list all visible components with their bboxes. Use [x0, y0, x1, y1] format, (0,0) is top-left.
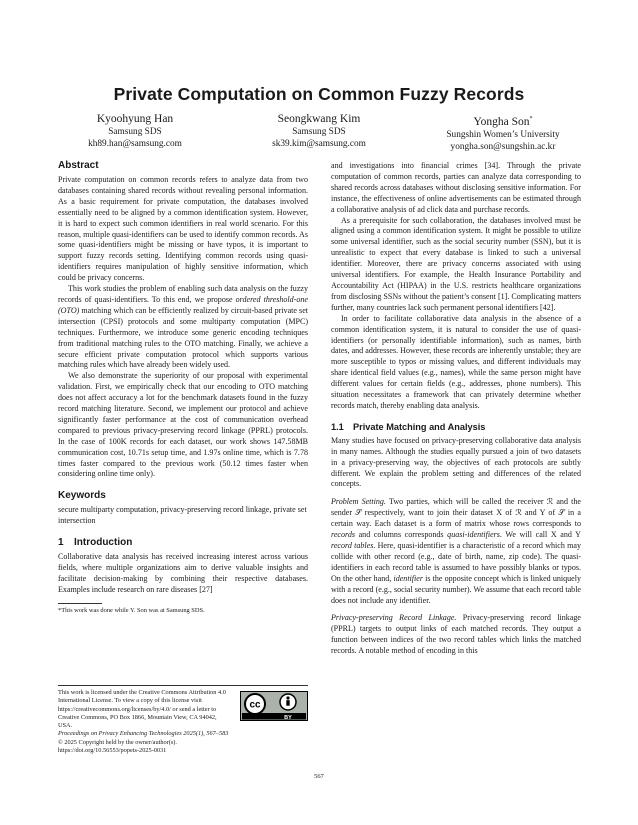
introduction-paragraph-4: In order to facilitate collaborative data analysis in the absence of a common identification system, it is natural to consider the use of quasi-identifiers (or personally identifiable information), such as names, birth dates, and addresses. However, these records are inherently unstable; they are more susceptible to typos or missing values, and different individuals may share identical field values (e.g., names), while the same person might have different values for certain fields (e.g., addresses, phone numbers). This situation necessitates a framework that can privately determine whether records match, thereby enabling data analysis.	[331, 313, 581, 410]
author-affiliation: Sungshin Women’s University	[446, 129, 560, 140]
author-name: Seongkwang Kim	[277, 113, 361, 125]
problem-setting-paragraph: Problem Setting. Two parties, which will be called the receiver ℛ and the sender 𝒮 respectively, want to join their dataset X of ℛ and Y of 𝒮 in a certain way. Each dataset is a form of matrix whose rows corresponds to records and columns corresponds quasi-identifiers. We will call X and Y record tables. Here, quasi-identifier is a characteristic of a record which may collide with other record (e.g., date of birth, name, zip code). The quasi-identifiers in each record table is assumed to have possibly blanks or typos. On the other hand, identifier is the opposite concept which is linked uniquely with a record (e.g., social security number). We assume that each record table does not include any identifier.	[331, 497, 582, 605]
subsection-paragraph-1: Many studies have focused on privacy-preserving collaborative data analysis in many names. Although the studies equally pursued a join of two datasets in a privacy-preserving way, the objectives of each protocols are subtly different. We explain the problem setting and differences of the related concepts.	[331, 435, 581, 489]
author-email: sk39.kim@samsung.com	[272, 139, 366, 149]
author-2	[234, 112, 404, 153]
subsection-heading: 1.1 Private Matching and Analysis	[331, 421, 486, 432]
abstract-paragraph-2: This work studies the problem of enabling such data analysis on the fuzzy records of quasi-identifiers. To this end, we propose ordered threshold-one (OTO) matching which can be efficiently realized by circuit-based private set intersection (CPSI) protocols and some multiparty computation (MPC) techniques. Furthermore, we introduce some generic encoding techniques from traditional matching rules to the OTO matching. Finally, we achieve a secure efficient private computation protocol which supports various matching rules which have already been widely used.	[58, 284, 308, 370]
abstract-paragraph-3: We also demonstrate the superiority of our proposal with experimental validation. First, we empirically check that our encoding to OTO matching does not affect accuracy a lot for the benchmark datasets found in the fuzzy record matching literature. Second, we implement our protocol and achieve significantly faster performance at the cost of communication overhead compared to previous privacy-preserving record linkage (PPRL) protocols. In the case of 100K records for each dataset, our work shows 147.58MB communication cost, 10.71s setup time, and 1.97s online time, which is 7.78 times faster compared to the previous work (50.12 times faster when considering online time only).	[58, 371, 308, 479]
person-icon	[286, 700, 289, 706]
paper-title: Private Computation on Common Fuzzy Records	[113, 84, 525, 104]
license-block	[58, 685, 308, 755]
author-email: yongha.son@sungshin.ac.kr	[450, 141, 556, 152]
author-3	[418, 112, 588, 153]
right-column	[331, 161, 581, 657]
introduction-paragraph-3: As a prerequisite for such collaboration, the databases involved must be aligned using a common identification system. It might be possible to utilize some universal identifier, such as the social security number (SSN), but it is unrealistic to expect that every database is linked to such a universal identifier. Moreover, there are privacy concerns associated with using universal identifiers. For example, the Health Insurance Portability and Accountability Act (HIPAA) in the U.S. restricts healthcare organizations from disclosing SSNs without the patient’s consent [1]. Complicating matters further, many countries lack such permanent personal identifiers [42].	[331, 215, 581, 312]
author-name: Kyoohyung Han	[96, 113, 174, 125]
footnote: *This work was done while Y. Son was at Samsung SDS.	[58, 606, 205, 614]
copyright-line: © 2025 Copyright held by the owner/author(s).	[58, 738, 177, 746]
footnote-marker: *	[529, 116, 533, 122]
author-affiliation: Samsung SDS	[292, 127, 346, 137]
abstract-heading: Abstract	[58, 160, 99, 171]
proceedings-line: Proceedings on Privacy Enhancing Technologies 2025(1), 567–583	[58, 730, 229, 738]
cc-icon: cc	[249, 699, 261, 711]
doi-line: https://doi.org/10.56553/popets-2025-0031	[58, 747, 167, 755]
license-text: This work is licensed under the Creative Commons Attribution 4.0 International License. To view a copy of this license visit https://creativecommons.org/licenses/by/4.0/ or send a letter to Creative Commons, PO Box 1866, Mountain View, CA 94042, USA.	[58, 689, 226, 730]
footnote-rule	[58, 603, 102, 604]
cc-by-license-badge	[240, 691, 308, 721]
keywords-text: secure multiparty computation, privacy-preserving record linkage, private set intersection	[58, 505, 307, 526]
by-label: BY	[284, 715, 292, 721]
page-number: 567	[314, 773, 324, 780]
author-email: kh89.han@samsung.com	[88, 139, 182, 149]
abstract-paragraph-1: Private computation on common records refers to analyze data from two databases containing shared records without revealing personal information. As a basic requirement for private computation, the databases involved essentially need to be aligned by a common identification system. However, it is hard to expect such common identifiers in real world scenario. For this reason, multiple quasi-identifiers can be used to identify common records. As some quasi-identifiers might be missing or have typos, it is important to support fuzzy records setting. Identifying common records using quasi-identifiers requires manipulation of highly sensitive information, which could be privacy concerns.	[58, 175, 308, 283]
author-block	[50, 112, 588, 153]
introduction-paragraph-2: and investigations into financial crimes [34]. Through the private computation of common records, parties can analyze data corresponding to shared records across databases without disclosing sensitive information. For instance, the effectiveness of online advertisements can be estimated through a collaborative analysis of ad click data and purchase records.	[331, 161, 581, 214]
author-1	[50, 112, 220, 153]
pprl-paragraph: Privacy-preserving Record Linkage. Privacy-preserving record linkage (PPRL) targets to output links of each matched records. They output a function between indices of the two record tables which links the matched records. A notable method of encoding in this	[331, 613, 581, 656]
author-affiliation: Samsung SDS	[108, 127, 162, 137]
introduction-paragraph-1: Collaborative data analysis has received increasing interest across various fields, where multiple organizations aim to derive valuable insights and facilitate decision-making by combining their respective databases. Examples include research on rare diseases [27]	[58, 552, 308, 594]
author-name: Yongha Son*	[473, 115, 533, 128]
keywords-heading: Keywords	[58, 490, 106, 502]
introduction-heading: 1 Introduction	[58, 537, 133, 549]
left-column	[58, 159, 308, 615]
